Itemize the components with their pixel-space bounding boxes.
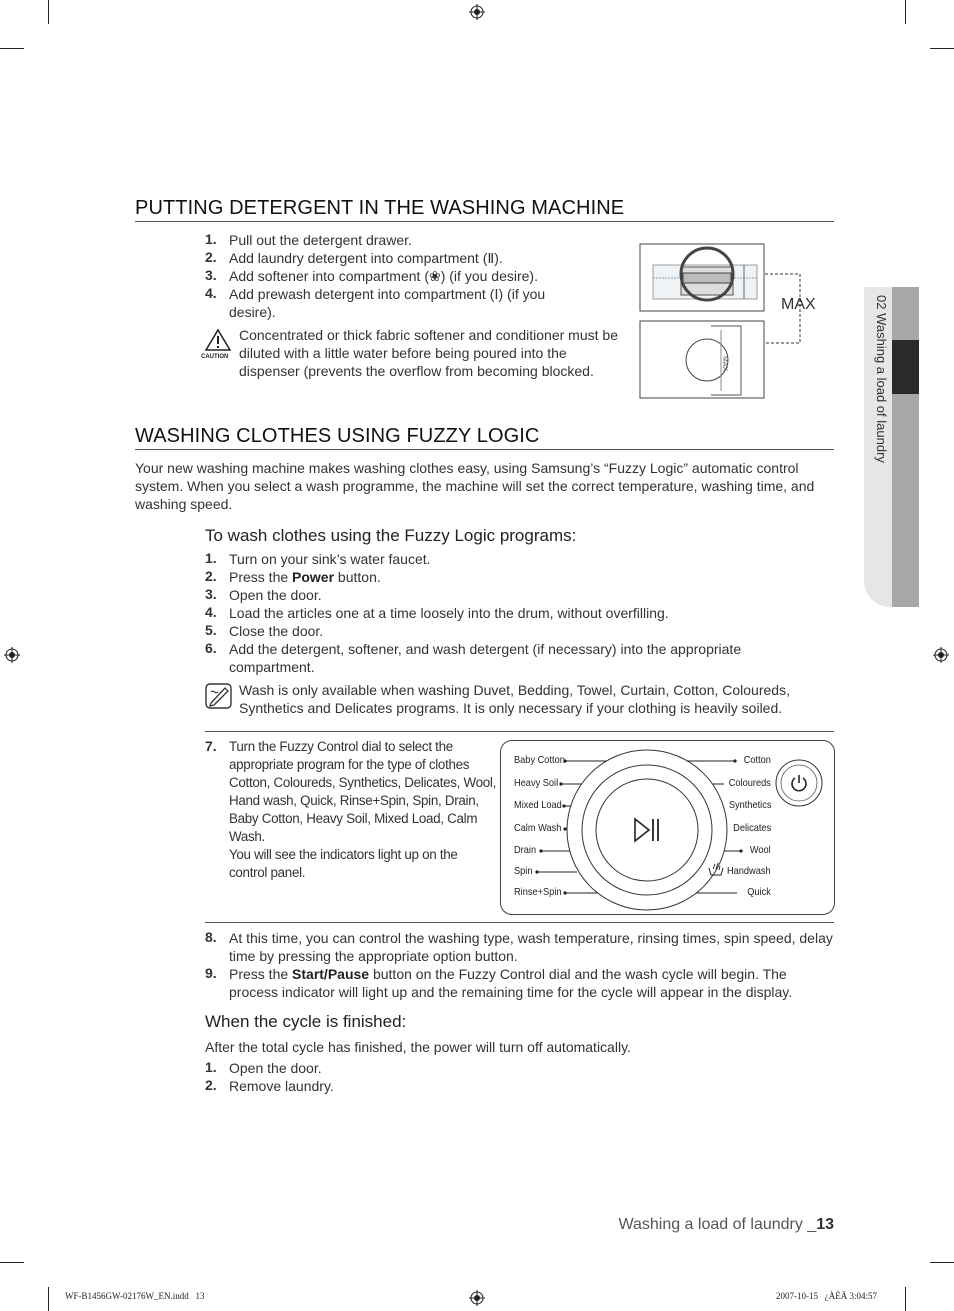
panel-label-right: Quick bbox=[747, 886, 771, 898]
power-word: Power bbox=[292, 569, 335, 585]
panel-label-right: Delicates bbox=[732, 822, 771, 834]
start-pause-word: Start/Pause bbox=[292, 966, 370, 982]
panel-label-left: Rinse+Spin bbox=[514, 886, 562, 898]
side-tab-label: 02 Washing a load of laundry bbox=[874, 295, 889, 463]
divider bbox=[205, 731, 834, 732]
registration-mark-icon bbox=[469, 4, 485, 20]
registration-mark-icon bbox=[933, 647, 949, 663]
registration-mark-icon bbox=[4, 647, 20, 663]
panel-label-left: Mixed Load bbox=[514, 799, 562, 811]
subheading-finished: When the cycle is finished: bbox=[205, 1012, 407, 1031]
step-number: 3. bbox=[205, 586, 217, 602]
control-panel-figure bbox=[500, 740, 835, 915]
panel-label-right: Handwash bbox=[727, 865, 771, 877]
panel-label-right: Cotton bbox=[743, 754, 771, 766]
step-text: At this time, you can control the washing type, wash temperature, rinsing times, spin speed, delay time by pressing the appropriate option button. bbox=[229, 930, 833, 964]
step-text: Open the door. bbox=[229, 587, 322, 603]
crop-mark bbox=[905, 0, 906, 24]
detergent-drawer-figure bbox=[639, 243, 824, 401]
power-icon bbox=[789, 773, 809, 793]
page-number: 13 bbox=[816, 1216, 834, 1233]
step-text: Add laundry detergent into compartment (Ⅱ). bbox=[229, 250, 503, 266]
panel-label-left: Heavy Soil bbox=[514, 777, 559, 789]
step-text: Press the Start/Pause button on the Fuzzy Control dial and the wash cycle will begin. The process indicator will light up and the remaining time for the cycle will appear in the display. bbox=[229, 966, 793, 1000]
finished-intro: After the total cycle has finished, the power will turn off automatically. bbox=[205, 1039, 631, 1055]
panel-label-left: Calm Wash bbox=[514, 822, 562, 834]
step-text: Press the Power button. bbox=[229, 569, 381, 585]
divider bbox=[205, 922, 834, 923]
side-tab bbox=[864, 287, 919, 607]
print-info-right: 2007-10-15 ¿ÀÈÄ 3:04:57 bbox=[776, 1291, 877, 1301]
footer-title: Washing a load of laundry _ bbox=[618, 1216, 817, 1233]
step-text: Add the detergent, softener, and wash detergent (if necessary) into the appropriate compartment. bbox=[229, 641, 742, 675]
step-text: Add softener into compartment (❀) (if you desire). bbox=[229, 268, 538, 284]
page-footer bbox=[618, 1216, 834, 1234]
step-text: Remove laundry. bbox=[229, 1078, 334, 1094]
panel-label-left: Spin bbox=[514, 865, 533, 877]
crop-mark bbox=[905, 1287, 906, 1311]
step-text: Close the door. bbox=[229, 623, 324, 639]
crop-mark bbox=[48, 0, 49, 24]
section-title-detergent: PUTTING DETERGENT IN THE WASHING MACHINE bbox=[135, 197, 834, 222]
section-title-fuzzy: WASHING CLOTHES USING FUZZY LOGIC bbox=[135, 425, 834, 450]
max-label: MAX bbox=[781, 296, 816, 313]
step-text: Open the door. bbox=[229, 1060, 322, 1076]
panel-label-right: Coloureds bbox=[728, 777, 771, 789]
step-number: 4. bbox=[205, 285, 217, 301]
crop-mark bbox=[48, 1287, 49, 1311]
section-intro: Your new washing machine makes washing clothes easy, using Samsung’s “Fuzzy Logic” automatic control system. When you select a wash programme, the machine will set the correct temperature, washing time, and washing speed. bbox=[135, 460, 815, 512]
crop-mark bbox=[0, 48, 24, 49]
step-text: Add prewash detergent into compartment (Ⅰ) (if you desire). bbox=[229, 286, 546, 320]
crop-mark bbox=[0, 1262, 24, 1263]
crop-mark bbox=[930, 48, 954, 49]
note-icon bbox=[205, 683, 232, 709]
step-number: 1. bbox=[205, 1059, 217, 1075]
side-tab-dark bbox=[892, 340, 919, 394]
crop-mark bbox=[930, 1262, 954, 1263]
step-text: Pull out the detergent drawer. bbox=[229, 232, 412, 248]
step-number: 1. bbox=[205, 550, 217, 566]
step-number: 2. bbox=[205, 249, 217, 265]
step-number: 1. bbox=[205, 231, 217, 247]
step-number: 2. bbox=[205, 568, 217, 584]
step-number: 3. bbox=[205, 267, 217, 283]
step-number: 6. bbox=[205, 640, 217, 656]
caution-label: CAUTION bbox=[201, 354, 229, 360]
step-number: 2. bbox=[205, 1077, 217, 1093]
step-number: 4. bbox=[205, 604, 217, 620]
play-pause-icon bbox=[632, 816, 662, 844]
step-text: Load the articles one at a time loosely into the drum, without overfilling. bbox=[229, 605, 669, 621]
panel-label-left: Baby Cotton bbox=[514, 754, 565, 766]
step-number: 5. bbox=[205, 622, 217, 638]
registration-mark-icon bbox=[469, 1290, 485, 1306]
step-text: Turn on your sink’s water faucet. bbox=[229, 551, 431, 567]
side-tab-gray bbox=[892, 287, 919, 607]
note-text: Wash is only available when washing Duvet, Bedding, Towel, Curtain, Cotton, Coloureds, Synthetics and Delicates programs. It is only necessary if your clothing is heavily soiled. bbox=[239, 682, 790, 716]
print-info-left: WF-B1456GW-02176W_EN.indd 13 bbox=[65, 1291, 205, 1301]
caution-text: Concentrated or thick fabric softener and conditioner must be diluted with a little water before being poured into the dispenser (prevents the overflow from becoming blocked. bbox=[239, 327, 618, 379]
inner-max-label: MAX bbox=[721, 356, 728, 372]
panel-label-left: Drain bbox=[514, 844, 537, 856]
caution-icon bbox=[204, 328, 232, 354]
step-number: 7. bbox=[205, 738, 217, 754]
panel-label-right: Synthetics bbox=[728, 799, 771, 811]
step-number: 9. bbox=[205, 965, 217, 981]
step-number: 8. bbox=[205, 929, 217, 945]
subheading-fuzzy: To wash clothes using the Fuzzy Logic programs: bbox=[205, 526, 577, 545]
handwash-icon bbox=[708, 862, 724, 876]
step-text: Turn the Fuzzy Control dial to select the appropriate program for the type of clothes Cotton, Coloureds, Synthetics, Delicates, Wool, Hand wash, Quick, Rinse+Spin, Spin, Drain, Baby Cotton, Heavy Soil, Mixed Load, Calm Wash. You will see the indicators light up on the control panel. bbox=[229, 739, 496, 880]
panel-label-right: Wool bbox=[750, 844, 771, 856]
